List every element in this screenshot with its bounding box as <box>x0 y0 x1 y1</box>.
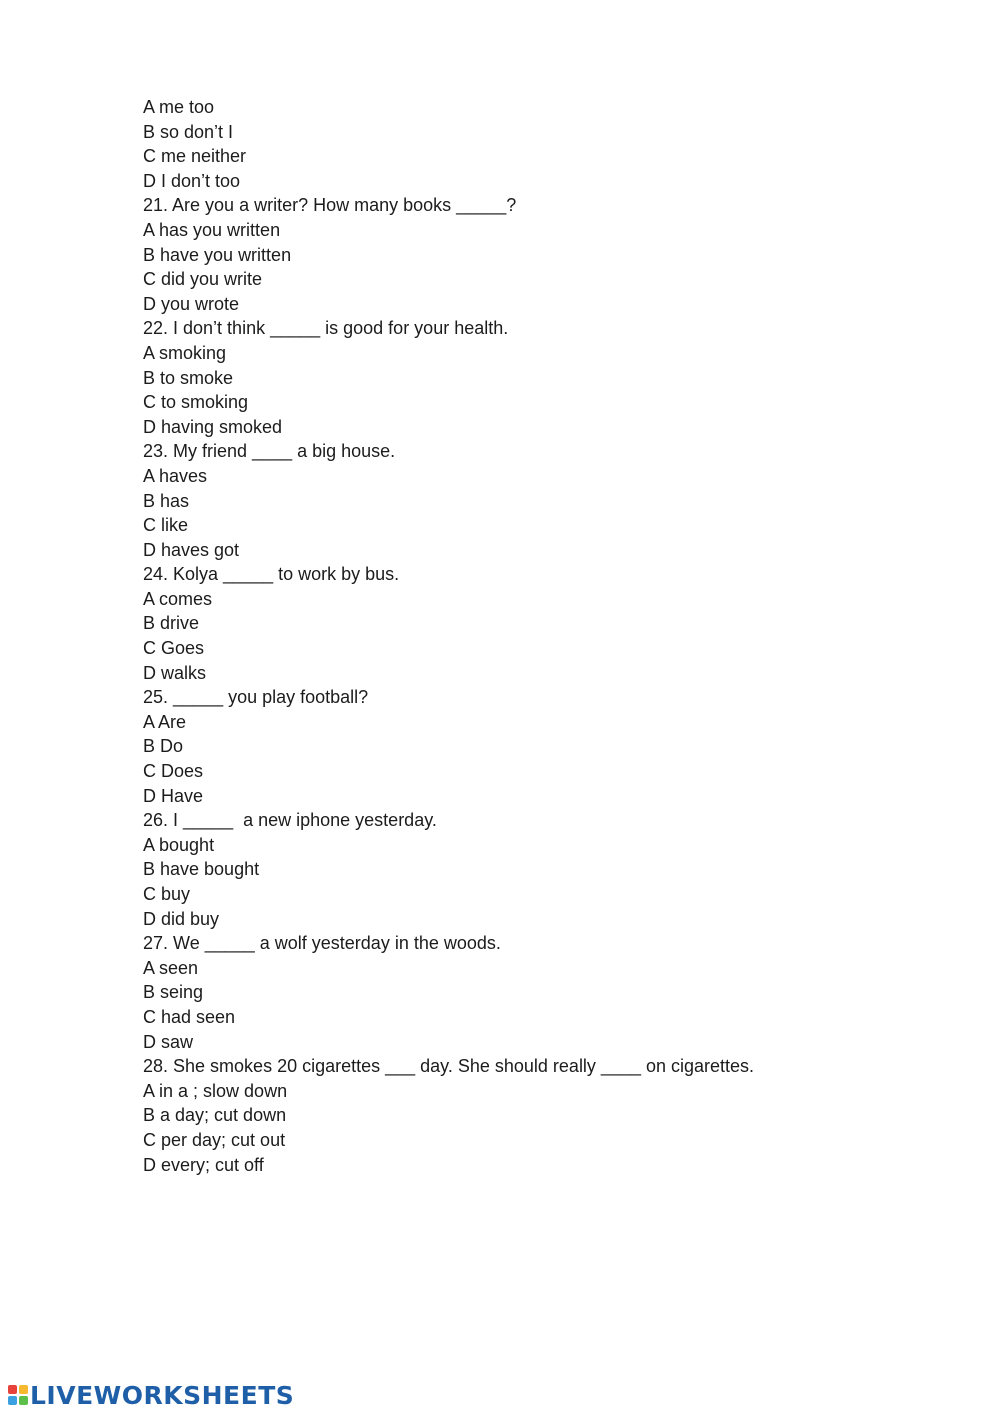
list-item: D having smoked <box>143 416 283 437</box>
list-item: D saw <box>143 1031 194 1052</box>
list-item: B so don’t I <box>143 121 234 142</box>
list-item: D haves got <box>143 539 240 560</box>
list-item: A Are <box>143 711 187 732</box>
list-item: C Does <box>143 761 204 782</box>
logo-mark-icon <box>8 1385 28 1405</box>
list-item: B to smoke <box>143 367 234 388</box>
question-28: 28. She smokes 20 cigarettes ___ day. She should really ____ on cigarettes. <box>143 1056 755 1077</box>
list-item: C Goes <box>143 638 205 659</box>
list-item: C me neither <box>143 146 247 167</box>
list-item: C like <box>143 515 189 536</box>
list-item: A in a ; slow down <box>143 1080 288 1101</box>
list-item: A comes <box>143 588 213 609</box>
list-item: A seen <box>143 957 199 978</box>
list-item: D I don’t too <box>143 170 241 191</box>
list-item: D walks <box>143 662 207 683</box>
question-27: 27. We _____ a wolf yesterday in the woods. <box>143 933 501 954</box>
logo-square-red <box>8 1385 17 1394</box>
logo-text: LIVEWORKSHEETS <box>30 1380 295 1410</box>
list-item: B a day; cut down <box>143 1105 287 1126</box>
list-item: A bought <box>143 834 215 855</box>
list-item: A smoking <box>143 342 227 363</box>
list-item: B drive <box>143 613 200 634</box>
question-23: 23. My friend ____ a big house. <box>143 441 396 462</box>
list-item: B have bought <box>143 859 260 880</box>
list-item: B Do <box>143 736 184 757</box>
list-item: D did buy <box>143 908 220 929</box>
logo-square-yellow <box>19 1385 28 1394</box>
list-item: D you wrote <box>143 293 240 314</box>
list-item: A has you written <box>143 219 281 240</box>
question-21: 21. Are you a writer? How many books _____? <box>143 195 517 216</box>
logo-square-green <box>19 1396 28 1405</box>
question-list <box>143 95 923 1177</box>
question-24: 24. Kolya _____ to work by bus. <box>143 564 400 585</box>
logo-square-blue <box>8 1396 17 1405</box>
question-25: 25. _____ you play football? <box>143 687 369 708</box>
list-item: B have you written <box>143 244 292 265</box>
list-item: D every; cut off <box>143 1154 264 1175</box>
list-item: A haves <box>143 465 208 486</box>
list-item: B has <box>143 490 190 511</box>
list-item: D Have <box>143 785 204 806</box>
list-item: C buy <box>143 884 191 904</box>
question-26: 26. I _____ a new iphone yesterday. <box>143 810 437 831</box>
list-item: B seing <box>143 982 204 1003</box>
question-22: 22. I don’t think _____ is good for your health. <box>143 318 509 339</box>
liveworksheets-logo[interactable] <box>8 1380 294 1410</box>
list-item: C did you write <box>143 269 263 290</box>
list-item: A me too <box>143 97 215 117</box>
list-item: C to smoking <box>143 392 249 413</box>
list-item: C per day; cut out <box>143 1129 286 1150</box>
list-item: C had seen <box>143 1006 236 1027</box>
